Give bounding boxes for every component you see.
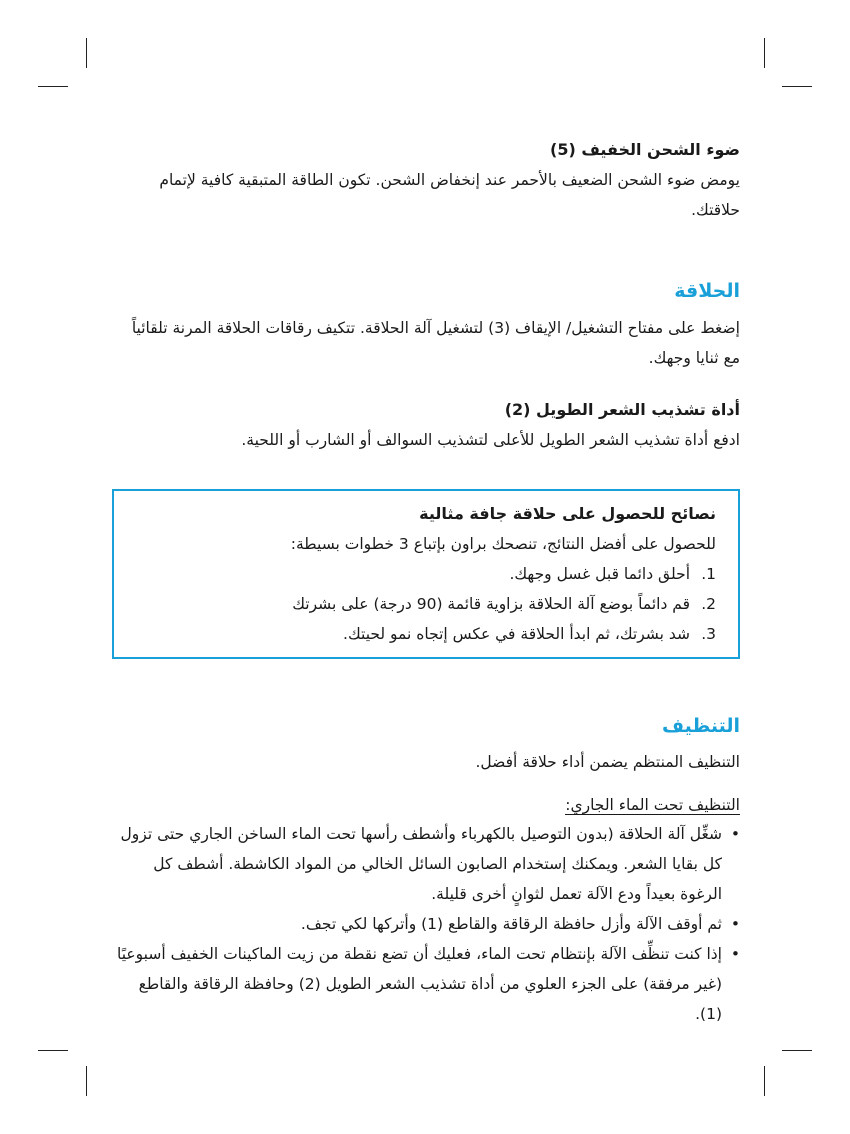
tip-number: 2. bbox=[701, 595, 716, 613]
tip-text: أحلق دائما قبل غسل وجهك. bbox=[509, 565, 690, 583]
cleaning-section bbox=[112, 711, 740, 1029]
bullet-icon: • bbox=[730, 825, 740, 843]
trimmer-section bbox=[112, 395, 740, 455]
cleaning-title: التنظيف bbox=[661, 715, 740, 737]
bullet-text: إذا كنت تنظِّف الآلة بإنتظام تحت الماء، فعليك أن تضع نقطة من زيت الماكينات الخفيف أسبوعيًا (غير مرفقة) على الجزء العلوي من أداة تشذيب الشعر الطويل (2) وحافظة الرقاقة والقاطع (1). bbox=[117, 945, 722, 1023]
shaving-text: إضغط على مفتاح التشغيل/ الإيقاف (3) لتشغيل آلة الحلاقة. تتكيف رقاقات الحلاقة المرنة تلقائياً مع ثنايا وجهك. bbox=[131, 319, 740, 367]
bullet-icon: • bbox=[730, 945, 740, 963]
charge-light-text: يومض ضوء الشحن الضعيف بالأحمر عند إنخفاض الشحن. تكون الطاقة المتبقية كافية لإتمام حلاقتك. bbox=[159, 171, 740, 219]
crop-mark-bottom-left bbox=[86, 1066, 87, 1096]
crop-mark-top-right-h bbox=[782, 86, 812, 87]
tips-intro: للحصول على أفضل النتائج، تنصحك براون بإتباع 3 خطوات بسيطة: bbox=[290, 535, 716, 553]
manual-page bbox=[112, 135, 740, 1029]
list-item bbox=[124, 619, 716, 649]
cleaning-bullets bbox=[112, 819, 740, 1029]
crop-mark-top-left-h bbox=[38, 86, 68, 87]
cleaning-text: التنظيف المنتظم يضمن أداء حلاقة أفضل. bbox=[475, 753, 740, 771]
list-item bbox=[124, 589, 716, 619]
crop-mark-bottom-right-h bbox=[782, 1050, 812, 1051]
tip-number: 3. bbox=[701, 625, 716, 643]
tip-text: شد بشرتك، ثم ابدأ الحلاقة في عكس إتجاه نمو لحيتك. bbox=[343, 625, 690, 643]
shaving-section bbox=[112, 276, 740, 373]
cleaning-subheading bbox=[112, 791, 740, 819]
crop-mark-top-left bbox=[86, 38, 87, 68]
trimmer-text: ادفع أداة تشذيب الشعر الطويل للأعلى لتشذيب السوالف أو الشارب أو اللحية. bbox=[241, 431, 740, 449]
tip-number: 1. bbox=[701, 565, 716, 583]
list-item bbox=[124, 559, 716, 589]
charge-light-section bbox=[112, 135, 740, 225]
tips-heading: نصائح للحصول على حلاقة جافة مثالية bbox=[419, 504, 716, 523]
crop-mark-bottom-right bbox=[764, 1066, 765, 1096]
list-item bbox=[112, 909, 740, 939]
list-item bbox=[112, 819, 740, 909]
trimmer-heading: أداة تشذيب الشعر الطويل (2) bbox=[504, 400, 740, 419]
list-item bbox=[112, 939, 740, 1029]
tips-box bbox=[112, 489, 740, 659]
shaving-title: الحلاقة bbox=[674, 280, 740, 302]
bullet-text: شغِّل آلة الحلاقة (بدون التوصيل بالكهرباء وأشطف رأسها تحت الماء الساخن الجاري حتى تزول كل بقايا الشعر. ويمكنك إستخدام الصابون السائل الخالي من المواد الكاشطة. أشطف كل الرغوة بعيداً ودع الآلة تعمل لثوانٍ أخرى قليلة. bbox=[120, 825, 722, 903]
charge-light-heading: ضوء الشحن الخفيف (5) bbox=[550, 140, 740, 159]
bullet-text: ثم أوقف الآلة وأزل حافظة الرقاقة والقاطع (1) وأتركها لكي تجف. bbox=[300, 915, 722, 933]
cleaning-subheading-text: التنظيف تحت الماء الجاري: bbox=[565, 796, 740, 814]
bullet-icon: • bbox=[730, 915, 740, 933]
tips-list bbox=[124, 559, 716, 649]
crop-mark-bottom-left-h bbox=[38, 1050, 68, 1051]
tip-text: قم دائماً بوضع آلة الحلاقة بزاوية قائمة (90 درجة) على بشرتك bbox=[292, 595, 690, 613]
crop-mark-top-right bbox=[764, 38, 765, 68]
